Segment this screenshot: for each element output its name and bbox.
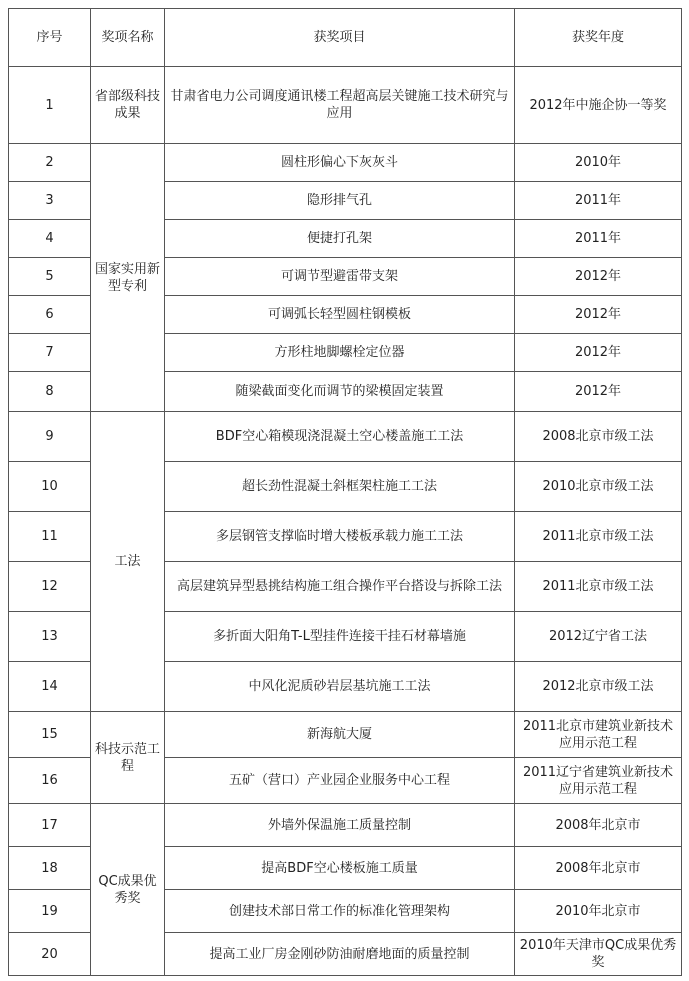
project-cell: 超长劲性混凝土斜框架柱施工工法 bbox=[165, 462, 515, 512]
header-year: 获奖年度 bbox=[515, 9, 682, 67]
project-cell: 高层建筑异型悬挑结构施工组合操作平台搭设与拆除工法 bbox=[165, 562, 515, 612]
year-cell: 2010年 bbox=[515, 144, 682, 182]
year-cell: 2012年 bbox=[515, 258, 682, 296]
project-cell: 方形柱地脚螺栓定位器 bbox=[165, 334, 515, 372]
row-number: 14 bbox=[9, 662, 91, 712]
year-cell: 2012年 bbox=[515, 296, 682, 334]
project-cell: 便捷打孔架 bbox=[165, 220, 515, 258]
year-cell: 2010年北京市 bbox=[515, 890, 682, 933]
year-cell: 2010年天津市QC成果优秀奖 bbox=[515, 933, 682, 976]
project-cell: 可调节型避雷带支架 bbox=[165, 258, 515, 296]
row-number: 3 bbox=[9, 182, 91, 220]
header-category: 奖项名称 bbox=[91, 9, 165, 67]
year-cell: 2011年 bbox=[515, 220, 682, 258]
project-cell: 隐形排气孔 bbox=[165, 182, 515, 220]
project-cell: 随梁截面变化而调节的梁模固定装置 bbox=[165, 372, 515, 412]
project-cell: 多折面大阳角T-L型挂件连接干挂石材幕墙施 bbox=[165, 612, 515, 662]
category-cell: 科技示范工程 bbox=[91, 712, 165, 804]
row-number: 13 bbox=[9, 612, 91, 662]
project-cell: 提高工业厂房金刚砂防油耐磨地面的质量控制 bbox=[165, 933, 515, 976]
year-cell: 2012北京市级工法 bbox=[515, 662, 682, 712]
row-number: 10 bbox=[9, 462, 91, 512]
row-number: 5 bbox=[9, 258, 91, 296]
category-cell: 工法 bbox=[91, 412, 165, 712]
year-cell: 2008年北京市 bbox=[515, 804, 682, 847]
table-row bbox=[9, 712, 682, 758]
project-cell: 圆柱形偏心下灰灰斗 bbox=[165, 144, 515, 182]
row-number: 12 bbox=[9, 562, 91, 612]
project-cell: 甘肃省电力公司调度通讯楼工程超高层关键施工技术研究与应用 bbox=[165, 67, 515, 144]
year-cell: 2011北京市级工法 bbox=[515, 512, 682, 562]
row-number: 2 bbox=[9, 144, 91, 182]
project-cell: 多层钢管支撑临时增大楼板承载力施工工法 bbox=[165, 512, 515, 562]
project-cell: 可调弧长轻型圆柱钢模板 bbox=[165, 296, 515, 334]
row-number: 11 bbox=[9, 512, 91, 562]
year-cell: 2012年 bbox=[515, 372, 682, 412]
year-cell: 2011北京市建筑业新技术应用示范工程 bbox=[515, 712, 682, 758]
project-cell: 外墙外保温施工质量控制 bbox=[165, 804, 515, 847]
project-cell: 新海航大厦 bbox=[165, 712, 515, 758]
awards-table bbox=[8, 8, 682, 976]
row-number: 16 bbox=[9, 758, 91, 804]
table-row bbox=[9, 67, 682, 144]
table-row bbox=[9, 144, 682, 182]
category-cell: QC成果优秀奖 bbox=[91, 804, 165, 976]
year-cell: 2012年中施企协一等奖 bbox=[515, 67, 682, 144]
row-number: 9 bbox=[9, 412, 91, 462]
project-cell: 五矿（营口）产业园企业服务中心工程 bbox=[165, 758, 515, 804]
header-project: 获奖项目 bbox=[165, 9, 515, 67]
year-cell: 2010北京市级工法 bbox=[515, 462, 682, 512]
header-row bbox=[9, 9, 682, 67]
row-number: 4 bbox=[9, 220, 91, 258]
year-cell: 2011年 bbox=[515, 182, 682, 220]
row-number: 8 bbox=[9, 372, 91, 412]
project-cell: BDF空心箱模现浇混凝土空心楼盖施工工法 bbox=[165, 412, 515, 462]
row-number: 19 bbox=[9, 890, 91, 933]
row-number: 15 bbox=[9, 712, 91, 758]
year-cell: 2011辽宁省建筑业新技术应用示范工程 bbox=[515, 758, 682, 804]
row-number: 20 bbox=[9, 933, 91, 976]
year-cell: 2012年 bbox=[515, 334, 682, 372]
row-number: 18 bbox=[9, 847, 91, 890]
row-number: 17 bbox=[9, 804, 91, 847]
project-cell: 提高BDF空心楼板施工质量 bbox=[165, 847, 515, 890]
category-cell: 省部级科技成果 bbox=[91, 67, 165, 144]
project-cell: 中风化泥质砂岩层基坑施工工法 bbox=[165, 662, 515, 712]
year-cell: 2011北京市级工法 bbox=[515, 562, 682, 612]
year-cell: 2008北京市级工法 bbox=[515, 412, 682, 462]
year-cell: 2012辽宁省工法 bbox=[515, 612, 682, 662]
row-number: 6 bbox=[9, 296, 91, 334]
category-cell: 国家实用新型专利 bbox=[91, 144, 165, 412]
year-cell: 2008年北京市 bbox=[515, 847, 682, 890]
header-index: 序号 bbox=[9, 9, 91, 67]
project-cell: 创建技术部日常工作的标准化管理架构 bbox=[165, 890, 515, 933]
table-row bbox=[9, 412, 682, 462]
row-number: 1 bbox=[9, 67, 91, 144]
table-row bbox=[9, 804, 682, 847]
row-number: 7 bbox=[9, 334, 91, 372]
